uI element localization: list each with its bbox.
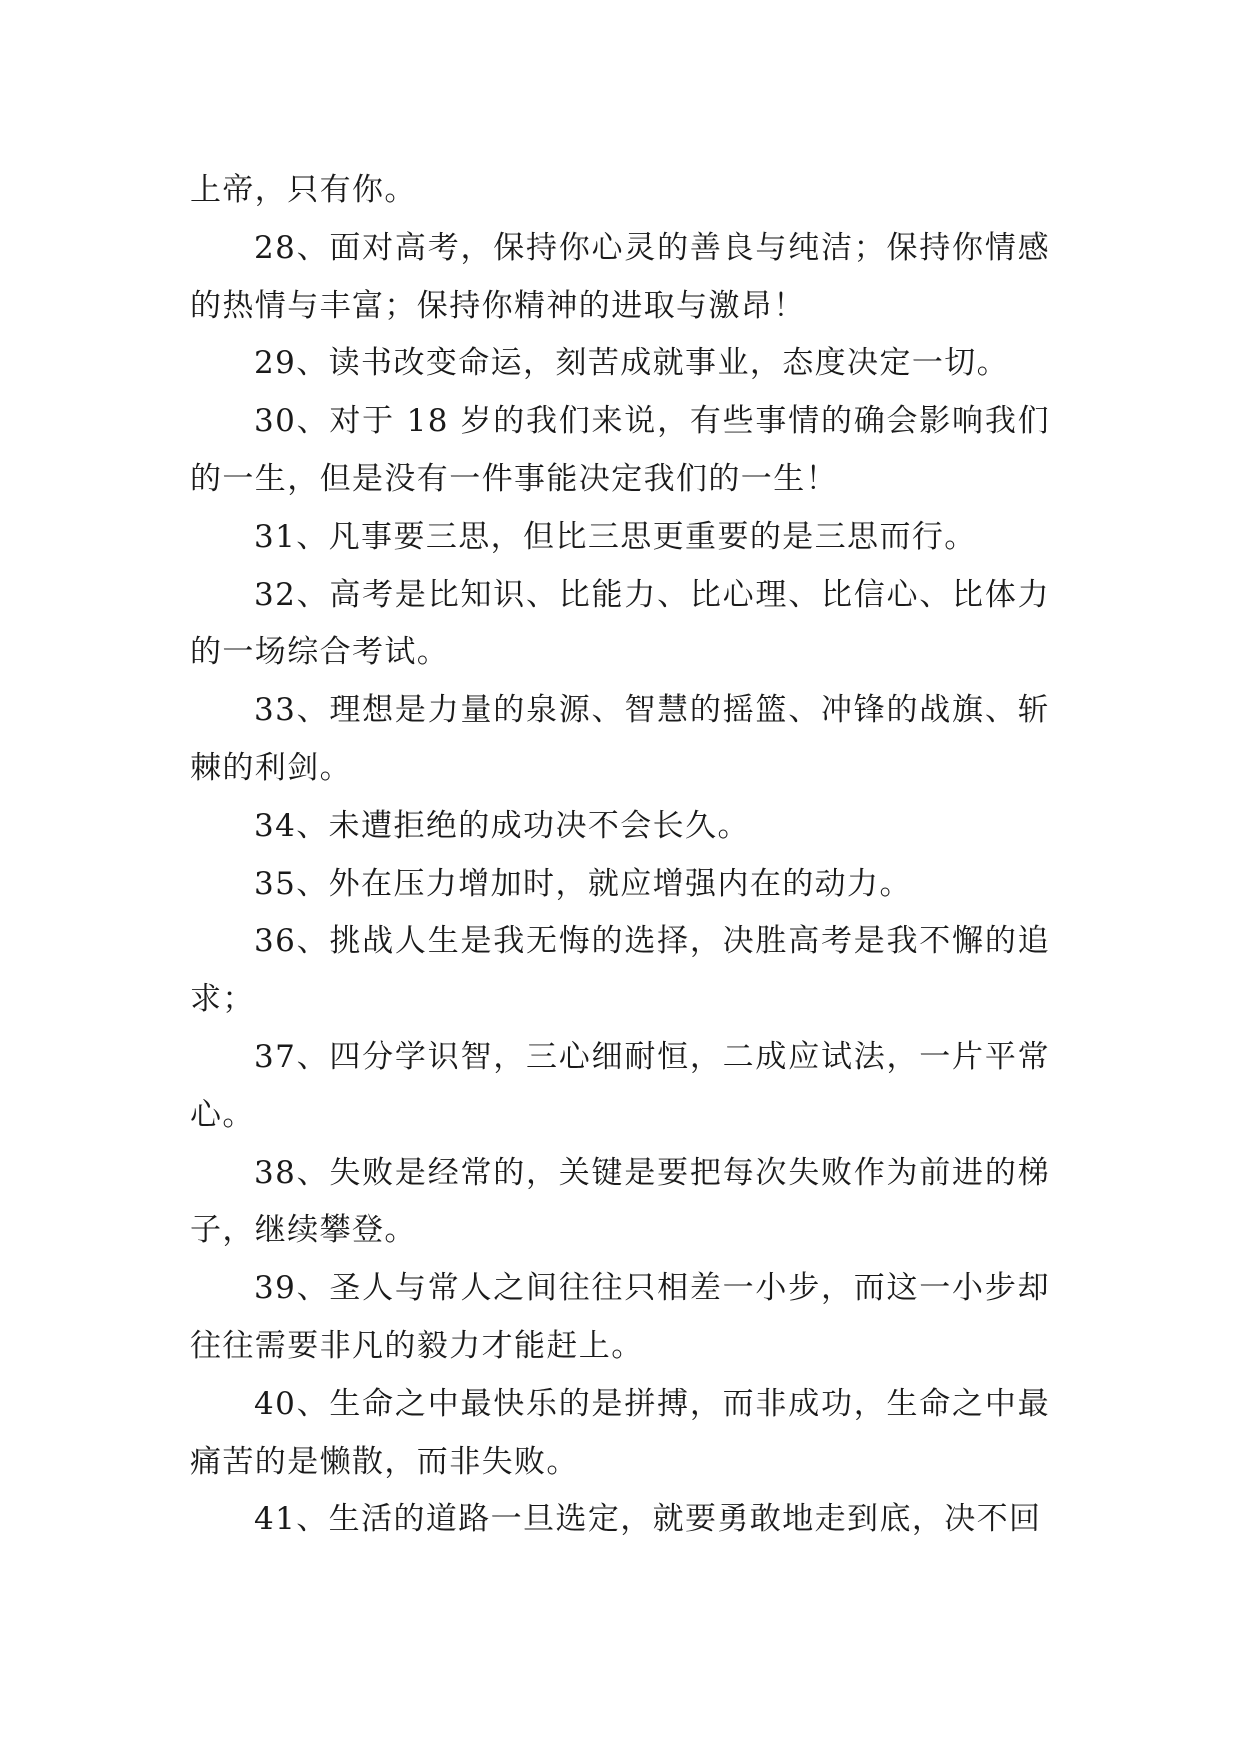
paragraph-item-37: 37、四分学识智，三心细耐恒，二成应试法，一片平常心。 <box>190 1038 1050 1133</box>
paragraph-item-33: 33、理想是力量的泉源、智慧的摇篮、冲锋的战旗、斩棘的利剑。 <box>190 692 1050 786</box>
paragraph-item-41: 41、生活的道路一旦选定，就要勇敢地走到底，决不回 <box>254 1501 1042 1538</box>
document-body <box>190 162 1050 1549</box>
paragraph-item-35: 35、外在压力增加时，就应增强内在的动力。 <box>254 865 912 902</box>
paragraph-item-31: 31、凡事要三思，但比三思更重要的是三思而行。 <box>254 518 977 555</box>
paragraph-item-36: 36、挑战人生是我无悔的选择，决胜高考是我不懈的追求； <box>190 923 1050 1018</box>
paragraph-item-32: 32、高考是比知识、比能力、比心理、比信心、比体力的一场综合考试。 <box>190 576 1050 671</box>
paragraph-continuation: 上帝，只有你。 <box>190 172 417 208</box>
paragraph-item-29: 29、读书改变命运，刻苦成就事业，态度决定一切。 <box>254 345 1010 382</box>
paragraph-item-34: 34、未遭拒绝的成功决不会长久。 <box>254 807 750 844</box>
paragraph-item-40: 40、生命之中最快乐的是拼搏，而非成功，生命之中最痛苦的是懒散，而非失败。 <box>190 1385 1050 1480</box>
paragraph-item-39: 39、圣人与常人之间往往只相差一小步，而这一小步却往往需要非凡的毅力才能赶上。 <box>190 1270 1050 1364</box>
paragraph-item-38: 38、失败是经常的，关键是要把每次失败作为前进的梯子，继续攀登。 <box>190 1154 1050 1249</box>
paragraph-item-28: 28、面对高考，保持你心灵的善良与纯洁；保持你情感的热情与丰富；保持你精神的进取与激昂！ <box>190 229 1050 324</box>
paragraph-item-30: 30、对于 18 岁的我们来说，有些事情的确会影响我们的一生，但是没有一件事能决定我们的一生！ <box>190 403 1050 497</box>
